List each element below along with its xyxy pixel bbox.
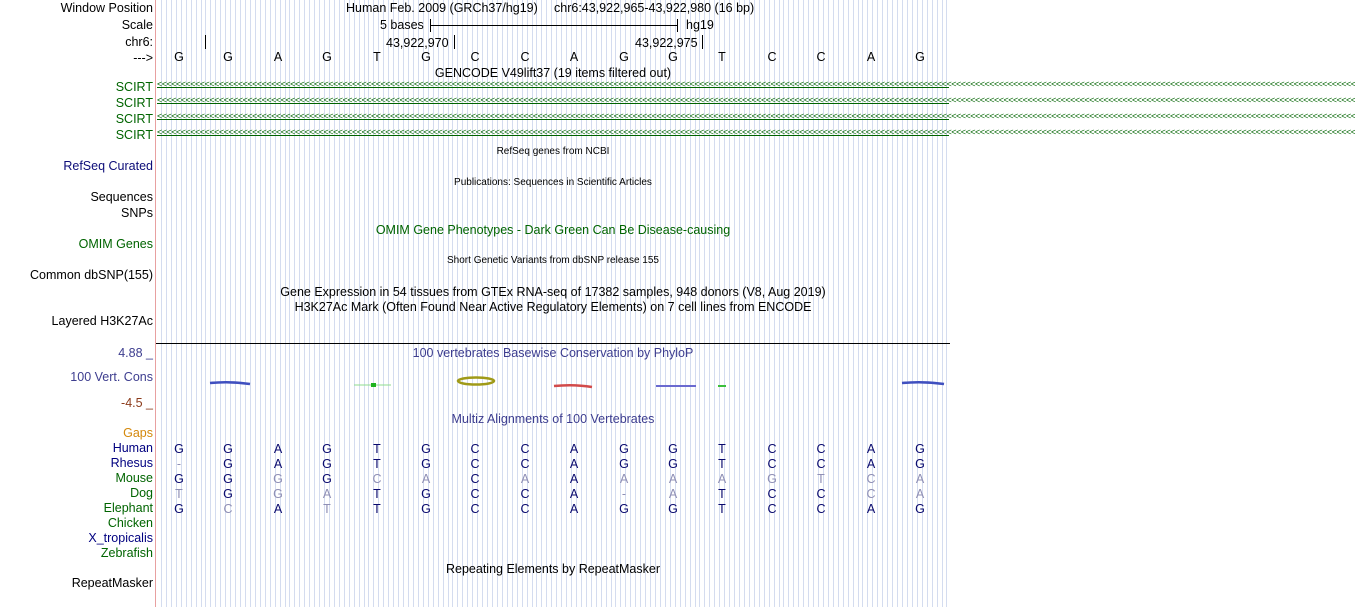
species-label-mouse[interactable]: Mouse <box>115 471 153 485</box>
alignment-base: A <box>273 457 283 471</box>
coord-label-1: 43,922,970 <box>386 36 449 50</box>
omim-title: OMIM Gene Phenotypes - Dark Green Can Be Disease-causing <box>375 223 731 237</box>
alignment-base: C <box>372 472 382 486</box>
cons-segment-8 <box>902 382 944 384</box>
alignment-base: G <box>668 442 678 456</box>
cons-segment-3 <box>371 383 376 387</box>
alignment-base: G <box>915 442 925 456</box>
species-label-dog[interactable]: Dog <box>130 486 153 500</box>
alignment-base: - <box>176 457 182 471</box>
species-label-zebrafish[interactable]: Zebrafish <box>100 546 153 560</box>
alignment-base: A <box>273 502 283 516</box>
h3k27ac-label[interactable]: Layered H3K27Ac <box>51 314 153 328</box>
sequence-base: A <box>273 50 283 64</box>
alignment-base: C <box>816 502 826 516</box>
sequence-base: G <box>223 50 233 64</box>
alignment-base: G <box>619 502 629 516</box>
gencode-item-label-3[interactable]: SCIRT <box>115 112 153 126</box>
alignment-base: A <box>520 472 530 486</box>
multiz-title: Multiz Alignments of 100 Vertebrates <box>451 412 655 426</box>
refseq-title: RefSeq genes from NCBI <box>496 146 610 157</box>
alignment-base: G <box>915 457 925 471</box>
alignment-base: A <box>322 487 332 501</box>
transcript-arrow-glyphs: <<<<<<<<<<<<<<<<<<<<<<<<<<<<<<<<<<<<<<<<<<<<<<<<<<<<<<<<<<<<<<<<<<<<<<<<<<<<<<<<<<<<<<<<<<<<<<<<<<<<<<<<<<<<<<<<<<<<<<<<<<<<<<<<<<<<<<<<<<<<<<<<<<<<<<<<<<<<<<<<<<<<<<<<<<<<<<<<<<<<<<<<<<<<<<<<<<<<<<<<<<<<<<<<<<<<<<<<<<<<<<<<<<<<<<<<<<<<<<<<<<<<<<<<<<<< <box>157 79 1355 89</box>
alignment-base: A <box>717 472 727 486</box>
species-label-x_tropicalis[interactable]: X_tropicalis <box>88 531 153 545</box>
sequence-base: G <box>421 50 431 64</box>
conservation-wiggle-plot <box>156 370 950 394</box>
alignment-base: C <box>866 487 876 501</box>
h3k27ac-track-line <box>156 343 950 344</box>
publications-title: Publications: Sequences in Scientific Articles <box>454 177 652 188</box>
alignment-base: C <box>816 442 826 456</box>
gencode-title: GENCODE V49lift37 (19 items filtered out) <box>434 66 672 80</box>
alignment-base: T <box>323 502 331 516</box>
gaps-label[interactable]: Gaps <box>123 426 153 440</box>
alignment-base: C <box>816 487 826 501</box>
alignment-base: G <box>421 502 431 516</box>
alignment-base: C <box>767 502 777 516</box>
cons-max-label: 4.88 _ <box>118 346 153 360</box>
alignment-base: T <box>817 472 825 486</box>
sequence-base: G <box>322 50 332 64</box>
alignment-base: T <box>175 487 183 501</box>
alignment-base: G <box>223 457 233 471</box>
alignment-base: C <box>520 502 530 516</box>
alignment-base: C <box>767 442 777 456</box>
alignment-base: G <box>668 502 678 516</box>
alignment-base: A <box>421 472 431 486</box>
scale-bar-right-tick <box>677 19 678 32</box>
alignment-base: A <box>569 442 579 456</box>
alignment-base: G <box>619 457 629 471</box>
alignment-base: C <box>520 457 530 471</box>
alignment-base: T <box>373 502 381 516</box>
cons-segment-4 <box>458 378 494 385</box>
alignment-base: G <box>273 487 283 501</box>
gencode-transcript-4[interactable] <box>157 127 1355 140</box>
transcript-arrow-glyphs: <<<<<<<<<<<<<<<<<<<<<<<<<<<<<<<<<<<<<<<<<<<<<<<<<<<<<<<<<<<<<<<<<<<<<<<<<<<<<<<<<<<<<<<<<<<<<<<<<<<<<<<<<<<<<<<<<<<<<<<<<<<<<<<<<<<<<<<<<<<<<<<<<<<<<<<<<<<<<<<<<<<<<<<<<<<<<<<<<<<<<<<<<<<<<<<<<<<<<<<<<<<<<<<<<<<<<<<<<<<<<<<<<<<<<<<<<<<<<<<<<<<<<<<<<<<< <box>157 111 1355 121</box>
alignment-base: C <box>866 472 876 486</box>
alignment-base: C <box>470 487 480 501</box>
alignment-base: G <box>223 487 233 501</box>
sequence-base: C <box>470 50 480 64</box>
alignment-base: T <box>718 487 726 501</box>
alignment-base: G <box>174 502 184 516</box>
sequence-base: A <box>569 50 579 64</box>
sequence-base: G <box>619 50 629 64</box>
alignment-base: C <box>470 442 480 456</box>
species-label-chicken[interactable]: Chicken <box>107 516 153 530</box>
alignment-base: T <box>373 442 381 456</box>
coord-label-2: 43,922,975 <box>635 36 698 50</box>
alignment-base: G <box>915 502 925 516</box>
alignment-base: G <box>322 472 332 486</box>
gencode-item-label-4[interactable]: SCIRT <box>115 128 153 142</box>
cons-segment-5 <box>554 385 592 387</box>
alignment-base: C <box>767 487 777 501</box>
alignment-base: C <box>520 487 530 501</box>
alignment-base: T <box>718 502 726 516</box>
species-label-human[interactable]: Human <box>112 441 153 455</box>
sequence-base: G <box>668 50 678 64</box>
alignment-base: A <box>915 472 925 486</box>
dbsnp-label[interactable]: Common dbSNP(155) <box>30 268 153 282</box>
repeat-title: Repeating Elements by RepeatMasker <box>445 562 660 576</box>
species-label-rhesus[interactable]: Rhesus <box>110 456 153 470</box>
assembly-text: Human Feb. 2009 (GRCh37/hg19) <box>346 1 538 15</box>
alignment-base: A <box>569 472 579 486</box>
alignment-base: A <box>668 472 678 486</box>
ruler-tick-0 <box>205 35 206 49</box>
dbsnp-title: Short Genetic Variants from dbSNP release 155 <box>447 255 659 266</box>
alignment-base: T <box>373 487 381 501</box>
transcript-arrow-glyphs: <<<<<<<<<<<<<<<<<<<<<<<<<<<<<<<<<<<<<<<<<<<<<<<<<<<<<<<<<<<<<<<<<<<<<<<<<<<<<<<<<<<<<<<<<<<<<<<<<<<<<<<<<<<<<<<<<<<<<<<<<<<<<<<<<<<<<<<<<<<<<<<<<<<<<<<<<<<<<<<<<<<<<<<<<<<<<<<<<<<<<<<<<<<<<<<<<<<<<<<<<<<<<<<<<<<<<<<<<<<<<<<<<<<<<<<<<<<<<<<<<<<<<<<<<<<< <box>157 95 1355 105</box>
transcript-arrow-glyphs: <<<<<<<<<<<<<<<<<<<<<<<<<<<<<<<<<<<<<<<<<<<<<<<<<<<<<<<<<<<<<<<<<<<<<<<<<<<<<<<<<<<<<<<<<<<<<<<<<<<<<<<<<<<<<<<<<<<<<<<<<<<<<<<<<<<<<<<<<<<<<<<<<<<<<<<<<<<<<<<<<<<<<<<<<<<<<<<<<<<<<<<<<<<<<<<<<<<<<<<<<<<<<<<<<<<<<<<<<<<<<<<<<<<<<<<<<<<<<<<<<<<<<<<<<<<< <box>157 127 1355 137</box>
alignment-base: A <box>569 457 579 471</box>
sequence-base: C <box>767 50 777 64</box>
alignment-base: G <box>421 457 431 471</box>
scale-bar <box>430 25 678 26</box>
gencode-item-label-2[interactable]: SCIRT <box>115 96 153 110</box>
alignment-base: A <box>915 487 925 501</box>
scale-bar-left-tick <box>430 19 431 32</box>
gencode-transcript-3[interactable] <box>157 111 1355 124</box>
alignment-base: C <box>470 457 480 471</box>
repeat-label[interactable]: RepeatMasker <box>71 576 153 590</box>
alignment-base: G <box>767 472 777 486</box>
alignment-base: A <box>569 487 579 501</box>
gencode-item-label-1[interactable]: SCIRT <box>115 80 153 94</box>
omim-label[interactable]: OMIM Genes <box>78 237 153 251</box>
alignment-base: G <box>421 442 431 456</box>
alignment-base: G <box>174 442 184 456</box>
alignment-base: A <box>866 457 876 471</box>
alignment-base: A <box>668 487 678 501</box>
alignment-base: C <box>767 457 777 471</box>
gencode-transcript-1[interactable] <box>157 79 1355 92</box>
snps-label[interactable]: SNPs <box>121 206 153 220</box>
alignment-base: G <box>223 442 233 456</box>
strand-label: ---> <box>133 51 153 65</box>
sequence-base: C <box>816 50 826 64</box>
alignment-base: A <box>866 502 876 516</box>
sequence-base: T <box>718 50 726 64</box>
alignment-base: A <box>619 472 629 486</box>
chrom-label: chr6: <box>125 35 153 49</box>
alignment-base: C <box>223 502 233 516</box>
scale-text: 5 bases <box>380 18 424 32</box>
alignment-base: - <box>621 487 627 501</box>
scale-assembly: hg19 <box>686 18 714 32</box>
sequence-base: A <box>866 50 876 64</box>
position-text: chr6:43,922,965-43,922,980 (16 bp) <box>554 1 755 15</box>
alignment-base: A <box>866 442 876 456</box>
alignment-base: C <box>470 502 480 516</box>
cons-title: 100 vertebrates Basewise Conservation by PhyloP <box>412 346 694 360</box>
h3k27ac-title: H3K27Ac Mark (Often Found Near Active Regulatory Elements) on 7 cell lines from ENCODE <box>294 300 812 314</box>
sequence-base: G <box>174 50 184 64</box>
alignment-base: G <box>322 457 332 471</box>
alignment-base: C <box>470 472 480 486</box>
alignment-base: C <box>520 442 530 456</box>
cons-min-label: -4.5 _ <box>121 396 153 410</box>
alignment-base: G <box>273 472 283 486</box>
alignment-base: G <box>421 487 431 501</box>
ruler-tick-1 <box>454 35 455 49</box>
gtex-title: Gene Expression in 54 tissues from GTEx RNA-seq of 17382 samples, 948 donors (V8, Aug 2019) <box>280 285 826 299</box>
sequence-base: C <box>520 50 530 64</box>
alignment-base: G <box>668 457 678 471</box>
alignment-base: T <box>718 442 726 456</box>
gencode-transcript-2[interactable] <box>157 95 1355 108</box>
alignment-base: A <box>569 502 579 516</box>
alignment-base: T <box>718 457 726 471</box>
sequences-label[interactable]: Sequences <box>90 190 153 204</box>
alignment-base: G <box>174 472 184 486</box>
alignment-base: A <box>273 442 283 456</box>
alignment-base: G <box>322 442 332 456</box>
scale-label: Scale <box>121 18 153 32</box>
alignment-base: G <box>223 472 233 486</box>
alignment-base: C <box>816 457 826 471</box>
sequence-base: T <box>373 50 381 64</box>
cons-label[interactable]: 100 Vert. Cons <box>70 370 153 384</box>
alignment-base: T <box>373 457 381 471</box>
refseq-label[interactable]: RefSeq Curated <box>63 159 153 173</box>
alignment-base: G <box>619 442 629 456</box>
window-position-label: Window Position <box>60 1 153 15</box>
sequence-base: G <box>915 50 925 64</box>
cons-segment-1 <box>210 382 250 384</box>
ruler-tick-2 <box>702 35 703 49</box>
species-label-elephant[interactable]: Elephant <box>103 501 153 515</box>
